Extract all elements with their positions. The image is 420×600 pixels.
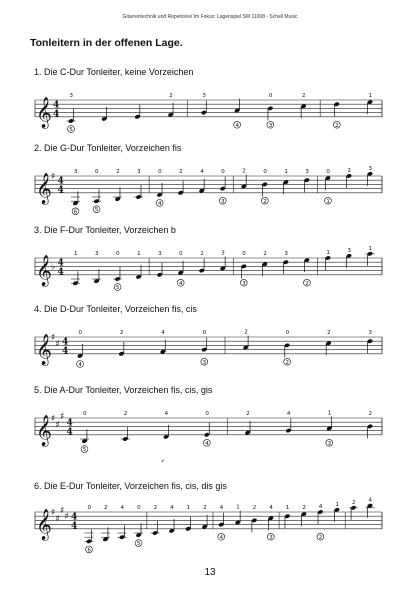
sharp-icon: ♯ xyxy=(51,333,56,343)
fingering-number: 3 xyxy=(202,93,206,99)
time-signature-top: 4 xyxy=(66,418,73,429)
fingering-number: 0 xyxy=(268,93,273,99)
sharp-icon: ♯ xyxy=(51,508,56,518)
stray-mark xyxy=(162,459,167,464)
fingering-number: 0 xyxy=(263,169,267,175)
time-signature-bottom: 4 xyxy=(57,267,64,278)
flat-icon: ♭ xyxy=(51,262,56,273)
string-number: 3 xyxy=(221,198,225,205)
fingering-number: 2 xyxy=(246,411,250,417)
fingering-number: 1 xyxy=(326,250,330,256)
time-signature-top: 4 xyxy=(53,100,60,111)
exercise-title-4: 4. Die D-Dur Tonleiter, Vorzeichen fis, cis xyxy=(34,304,197,314)
fingering-number: 3 xyxy=(368,165,372,172)
fingering-number: 0 xyxy=(179,251,183,257)
fingering-number: 2 xyxy=(200,251,204,257)
string-number: 3 xyxy=(269,534,273,541)
treble-clef-icon: 𝄞 xyxy=(36,96,52,128)
fingering-number: 2 xyxy=(123,411,128,417)
string-number: 4 xyxy=(158,200,162,207)
fingering-number: 4 xyxy=(120,505,125,511)
fingering-number: 2 xyxy=(116,169,120,175)
staff-exercise-6 xyxy=(0,494,420,556)
treble-clef-icon: 𝄞 xyxy=(36,414,52,446)
fingering-number: 4 xyxy=(219,505,224,511)
running-header: Gitarrentechnik und Repertoire/ Im Fokus: Lagenspiel SM 11008 - Schell Music xyxy=(122,14,298,20)
string-number: 6 xyxy=(73,209,78,216)
fingering-number: 4 xyxy=(318,504,323,510)
exercise-title-1: 1. Die C-Dur Tonleiter, keine Vorzeichen xyxy=(34,67,194,77)
fingering-number: 2 xyxy=(119,330,124,336)
time-signature-top: 4 xyxy=(71,512,78,523)
fingering-number: 1 xyxy=(327,410,332,417)
string-number: 3 xyxy=(327,440,332,447)
time-signature-bottom: 4 xyxy=(62,346,69,357)
staff-exercise-2 xyxy=(0,158,420,218)
fingering-number: 0 xyxy=(221,169,225,175)
fingering-number: 0 xyxy=(95,169,99,175)
fingering-number: 1 xyxy=(74,251,78,257)
fingering-number: 3 xyxy=(347,247,351,254)
sharp-icon: ♯ xyxy=(51,414,56,424)
fingering-number: 0 xyxy=(158,169,162,175)
string-number: 5 xyxy=(69,127,73,133)
treble-clef-icon: 𝄞 xyxy=(36,333,52,365)
fingering-number: 2 xyxy=(327,330,331,336)
fingering-number: 1 xyxy=(236,504,240,511)
fingering-number: 2 xyxy=(368,411,372,417)
treble-clef-icon: 𝄞 xyxy=(36,172,52,204)
sharp-icon: ♯ xyxy=(55,514,60,525)
fingering-number: 0 xyxy=(87,505,91,511)
fingering-number: 1 xyxy=(335,501,339,508)
fingering-number: 0 xyxy=(285,330,290,336)
fingering-number: 1 xyxy=(368,93,372,99)
fingering-number: 3 xyxy=(74,169,78,175)
fingering-number: 2 xyxy=(153,505,158,511)
sharp-icon: ♯ xyxy=(60,411,65,422)
fingering-number: 0 xyxy=(202,330,207,336)
fingering-number: 2 xyxy=(347,168,351,174)
time-signature-top: 4 xyxy=(57,176,64,187)
fingering-number: 4 xyxy=(286,411,291,417)
sharp-icon: ♯ xyxy=(51,172,56,182)
string-number: 4 xyxy=(219,534,224,541)
staff-exercise-3 xyxy=(0,240,420,300)
time-signature-top: 4 xyxy=(57,258,64,269)
string-number: 2 xyxy=(285,359,290,366)
fingering-number: 2 xyxy=(244,329,248,336)
fingering-number: 2 xyxy=(302,93,306,99)
staff-exercise-4 xyxy=(0,319,420,379)
exercise-title-6: 6. Die E-Dur Tonleiter, Vorzeichen fis, cis, dis gis xyxy=(34,481,227,491)
fingering-number: 4 xyxy=(368,497,372,504)
fingering-number: 4 xyxy=(269,505,273,511)
string-number: 2 xyxy=(263,198,267,205)
string-number: 3 xyxy=(202,359,207,366)
sharp-icon: ♯ xyxy=(60,505,65,516)
string-number: 5 xyxy=(115,285,120,291)
fingering-number: 1 xyxy=(285,505,290,511)
staff-exercise-1 xyxy=(0,82,420,142)
string-number: 4 xyxy=(205,440,209,447)
fingering-number: 3 xyxy=(305,169,309,175)
time-signature-bottom: 4 xyxy=(66,427,73,438)
fingering-number: 2 xyxy=(351,499,356,506)
section-title: Tonleitern in der offenen Lage. xyxy=(30,37,183,49)
sharp-icon: ♯ xyxy=(64,512,69,523)
string-number: 2 xyxy=(305,280,309,287)
exercise-title-2: 2. Die G-Dur Tonleiter, Vorzeichen fis xyxy=(34,143,182,153)
exercise-title-3: 3. Die F-Dur Tonleiter, Vorzeichen b xyxy=(34,225,176,235)
fingering-number: 4 xyxy=(200,169,204,175)
fingering-number: 2 xyxy=(252,505,257,511)
fingering-number: 3 xyxy=(221,250,225,257)
fingering-number: 0 xyxy=(83,411,87,417)
time-signature-bottom: 4 xyxy=(53,109,60,120)
fingering-number: 0 xyxy=(78,330,82,336)
fingering-number: 2 xyxy=(104,505,108,511)
fingering-number: 4 xyxy=(164,411,169,417)
string-number: 4 xyxy=(235,122,240,129)
fingering-number: 1 xyxy=(284,169,288,175)
fingering-number: 4 xyxy=(161,330,165,336)
fingering-number: 1 xyxy=(368,245,372,252)
fingering-number: 0 xyxy=(326,169,330,175)
treble-clef-icon: 𝄞 xyxy=(36,254,52,286)
time-signature-bottom: 4 xyxy=(71,521,78,532)
fingering-number: 3 xyxy=(69,93,73,99)
fingering-number: 2 xyxy=(242,168,246,175)
sharp-icon: ♯ xyxy=(55,420,60,431)
fingering-number: 2 xyxy=(169,93,173,99)
exercise-title-5: 5. Die A-Dur Tonleiter, Vorzeichen fis, cis, gis xyxy=(34,385,213,395)
fingering-number: 3 xyxy=(368,330,372,336)
fingering-number: 1 xyxy=(137,251,141,257)
string-number: 6 xyxy=(87,547,91,554)
staff-exercise-5 xyxy=(0,400,420,460)
string-number: 2 xyxy=(318,534,323,541)
fingering-number: 0 xyxy=(137,505,141,511)
fingering-number: 3 xyxy=(158,251,162,257)
fingering-number: 2 xyxy=(203,505,207,511)
treble-clef-icon: 𝄞 xyxy=(36,508,52,540)
string-number: 2 xyxy=(335,122,339,129)
string-number: 5 xyxy=(94,207,99,214)
sharp-icon: ♯ xyxy=(55,339,60,350)
time-signature-top: 4 xyxy=(62,337,69,348)
fingering-number: 3 xyxy=(95,251,99,257)
fingering-number: 0 xyxy=(205,411,209,417)
fingering-number: 2 xyxy=(263,251,267,257)
string-number: 3 xyxy=(242,280,246,287)
fingering-number: 1 xyxy=(186,505,191,511)
page-number: 13 xyxy=(204,567,216,578)
string-number: 1 xyxy=(326,198,330,205)
fingering-number: 0 xyxy=(242,251,246,257)
fingering-number: 4 xyxy=(170,505,174,511)
fingering-number: 2 xyxy=(179,169,183,175)
string-number: 4 xyxy=(179,280,183,287)
string-number: 4 xyxy=(78,361,82,368)
fingering-number: 2 xyxy=(302,505,306,511)
string-number: 5 xyxy=(136,541,141,548)
string-number: 5 xyxy=(82,447,87,454)
fingering-number: 3 xyxy=(137,169,141,175)
string-number: 3 xyxy=(268,122,273,129)
time-signature-bottom: 4 xyxy=(57,185,64,196)
fingering-number: 3 xyxy=(284,251,288,257)
fingering-number: 0 xyxy=(116,251,120,257)
